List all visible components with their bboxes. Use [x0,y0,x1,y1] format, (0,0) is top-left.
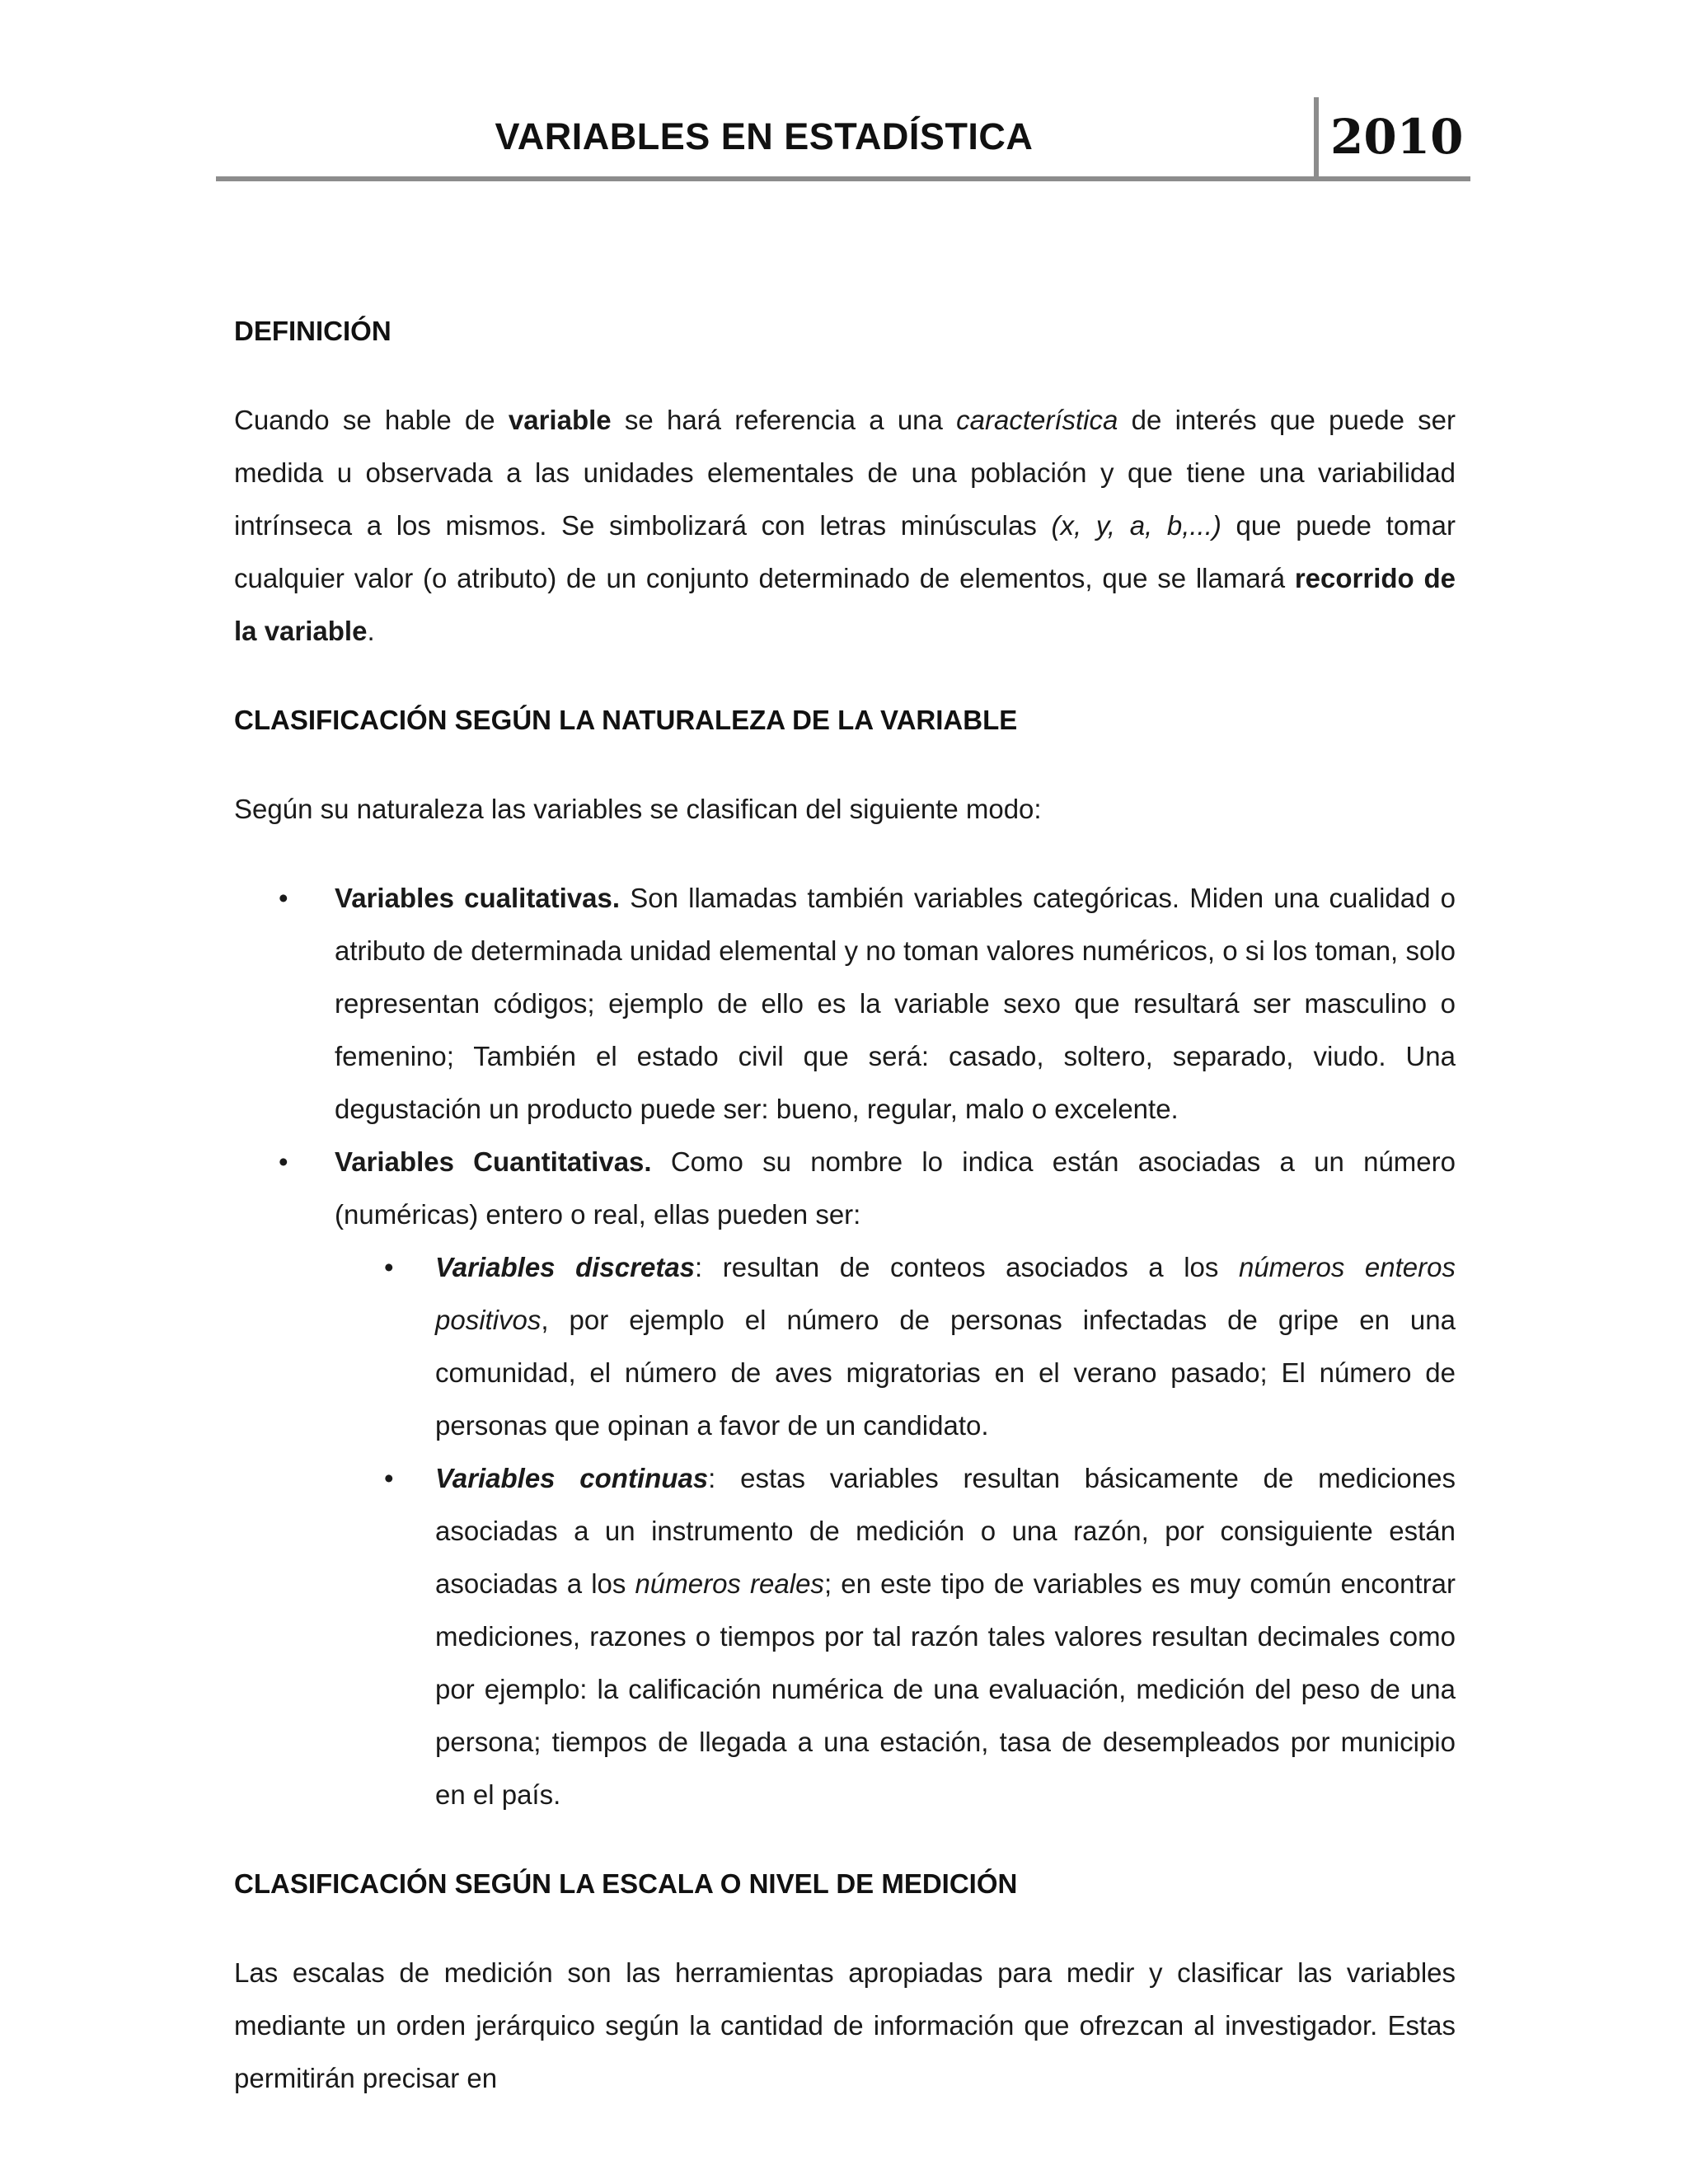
text-run: . [367,616,375,646]
quantitative-text: Como su nombre lo indica están asociadas a un número (numéricas) entero o real, ellas pueden ser: [335,1146,1456,1230]
definition-paragraph [234,394,1456,658]
scale-heading: CLASIFICACIÓN SEGÚN LA ESCALA O NIVEL DE MEDICIÓN [234,1868,1018,1899]
bullet-icon: • [279,1146,288,1177]
scale-paragraph: Las escalas de medición son las herramientas apropiadas para medir y clasificar las variables mediante un orden jerárquico según la cantidad de información que ofrezcan al investigador. Estas permitirán precisar en [234,1957,1456,2093]
list-item-quantitative [279,1136,1456,1821]
header-horizontal-rule [216,176,1470,181]
italic-symbols: (x, y, a, b,...) [1051,510,1221,541]
text-run: , por ejemplo el número de personas infectadas de gripe en una comunidad, el número de aves migratorias en el verano pasado; El número de personas que opinan a favor de un candidato. [435,1305,1456,1441]
nature-intro: Según su naturaleza las variables se clasifican del siguiente modo: [234,794,1042,824]
text-run: ; en este tipo de variables es muy común encontrar mediciones, razones o tiempos por tal razón tales valores resultan decimales como por ejemplo: la calificación numérica de una evaluación, medición del peso de una persona; tiempos de llegada a una estación, tasa de desempleados por municipio en el país. [435,1568,1456,1810]
qualitative-text: Son llamadas también variables categóricas. Miden una cualidad o atributo de determinada unidad elemental y no toman valores numéricos, o si los toman, solo representan códigos; ejemplo de ello es la variable sexo que resultará ser masculino o femenino; También el estado civil que será: casado, soltero, separado, viudo. Una degustación un producto puede ser: bueno, regular, malo o excelente. [335,883,1456,1124]
bullet-icon: • [279,883,288,913]
list-item-discrete [384,1241,1456,1452]
nature-list [234,872,1456,1821]
text-run: : resultan de conteos asociados a los [695,1252,1239,1282]
bold-term-recorrido: recorrido de la variable [234,563,1456,646]
italic-term-enteros: números enteros positivos [435,1252,1456,1335]
document-title: VARIABLES EN ESTADÍSTICA [495,115,1034,157]
italic-term-reales: números reales [635,1568,824,1599]
qualitative-title: Variables cualitativas. [335,883,621,913]
text-run: se hará referencia a una [611,405,957,435]
document-body [234,305,1456,2105]
quantitative-sublist [335,1241,1456,1821]
definition-heading: DEFINICIÓN [234,316,392,346]
list-item-continuous [384,1452,1456,1821]
italic-term-caracteristica: característica [956,405,1118,435]
quantitative-title: Variables Cuantitativas. [335,1146,652,1177]
page-header [216,97,1470,180]
header-vertical-divider [1314,97,1319,176]
text-run: : estas variables resultan básicamente de mediciones asociadas a un instrumento de medición o una razón, por consiguiente están asociadas a los [435,1463,1456,1599]
text-run: que puede tomar cualquier valor (o atributo) de un conjunto determinado de elementos, que se llamará [234,510,1456,593]
bold-term-variable: variable [508,405,612,435]
nature-heading: CLASIFICACIÓN SEGÚN LA NATURALEZA DE LA VARIABLE [234,705,1018,735]
bullet-icon: • [384,1252,394,1282]
discrete-title: Variables discretas [435,1252,696,1282]
list-item-qualitative [279,872,1456,1136]
document-year: 2010 [1330,109,1464,165]
continuous-title: Variables continuas [435,1463,709,1493]
text-run: de interés que puede ser medida u observada a las unidades elementales de una población y que tiene una variabilidad intrínseca a los mismos. Se simbolizará con letras minúsculas [234,405,1456,541]
text-run: Cuando se hable de [234,405,509,435]
bullet-icon: • [384,1463,394,1493]
